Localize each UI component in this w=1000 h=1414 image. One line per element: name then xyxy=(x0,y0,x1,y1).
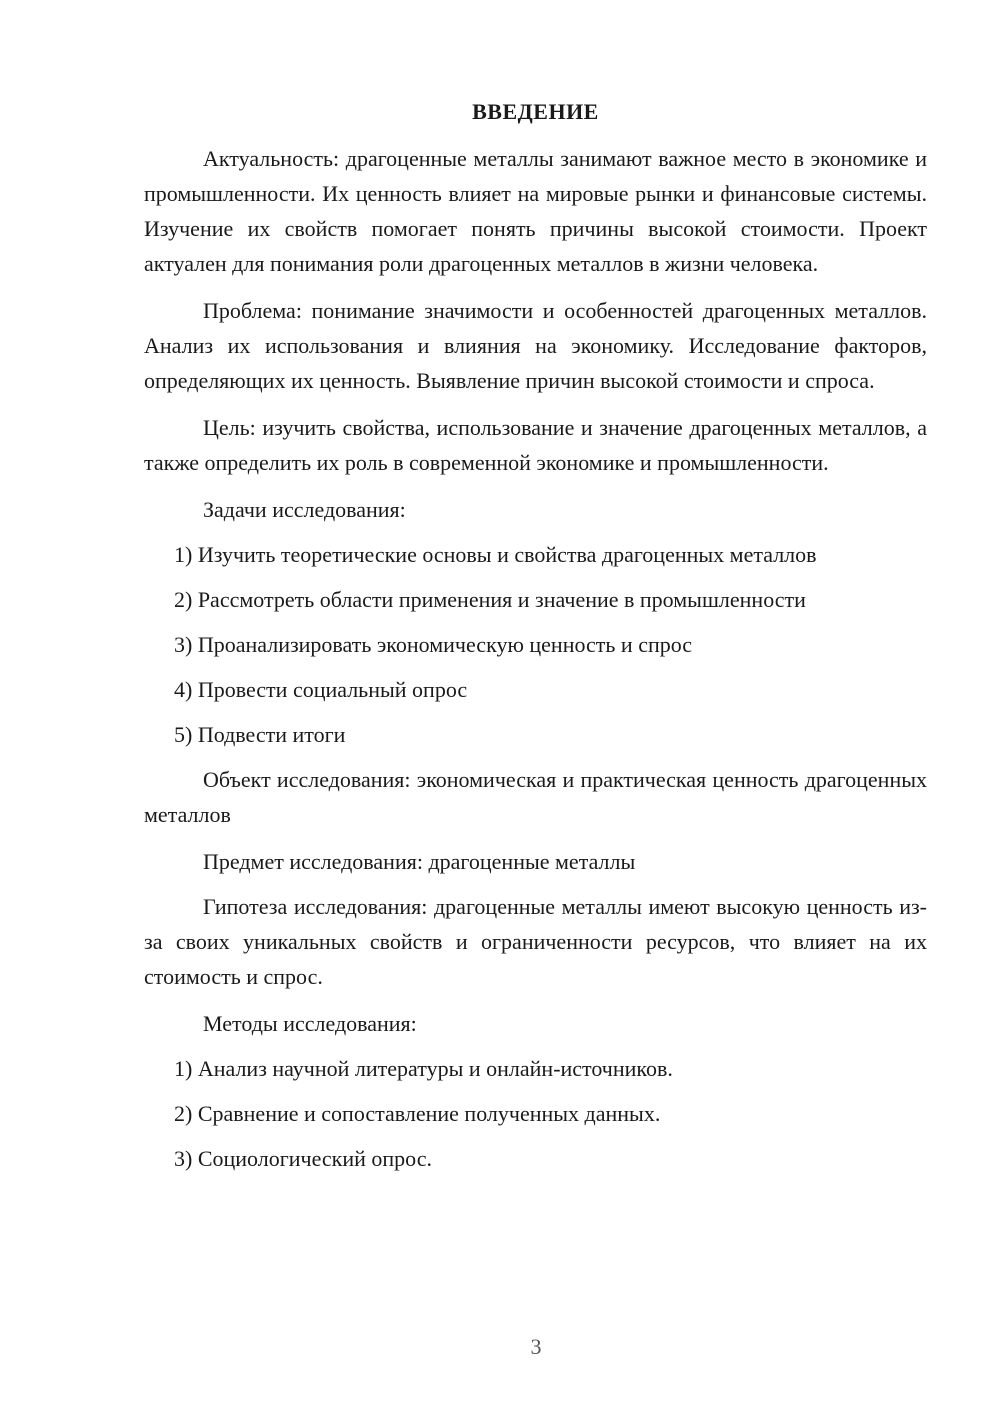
page-content xyxy=(144,94,927,1186)
task-item: 1) Изучить теоретические основы и свойства драгоценных металлов xyxy=(174,542,817,567)
task-item: 5) Подвести итоги xyxy=(174,722,346,747)
task-item: 4) Провести социальный опрос xyxy=(174,677,468,702)
goal-paragraph: Цель: изучить свойства, использование и значение драгоценных металлов, а также определить их роль в современной экономике и промышленности. xyxy=(144,415,927,475)
page-number: 3 xyxy=(530,1334,542,1359)
relevance-paragraph: Актуальность: драгоценные металлы занимают важное место в экономике и промышленности. Их ценность влияет на мировые рынки и финансовые системы. Изучение их свойств помогает понять причины высокой стоимости. Проект актуален для понимания роли драгоценных металлов в жизни человека. xyxy=(144,146,927,276)
task-item: 3) Проанализировать экономическую ценность и спрос xyxy=(174,632,693,657)
method-item: 2) Сравнение и сопоставление полученных данных. xyxy=(174,1101,661,1126)
subject-paragraph: Предмет исследования: драгоценные металлы xyxy=(203,849,636,874)
tasks-heading: Задачи исследования: xyxy=(203,497,406,522)
task-item: 2) Рассмотреть области применения и значение в промышленности xyxy=(174,587,806,612)
method-item: 3) Социологический опрос. xyxy=(174,1146,432,1171)
object-paragraph: Объект исследования: экономическая и практическая ценность драгоценных металлов xyxy=(144,767,927,827)
tasks-list xyxy=(144,537,927,752)
page-title: ВВЕДЕНИЕ xyxy=(472,99,599,124)
method-item: 1) Анализ научной литературы и онлайн-источников. xyxy=(174,1056,673,1081)
hypothesis-paragraph: Гипотеза исследования: драгоценные металлы имеют высокую ценность из-за своих уникальных свойств и ограниченности ресурсов, что влияет на их стоимость и спрос. xyxy=(144,894,927,989)
methods-heading: Методы исследования: xyxy=(203,1011,417,1036)
problem-paragraph: Проблема: понимание значимости и особенностей драгоценных металлов. Анализ их использования и влияния на экономику. Исследование факторов, определяющих их ценность. Выявление причин высокой стоимости и спроса. xyxy=(144,298,927,393)
methods-list xyxy=(144,1051,927,1176)
